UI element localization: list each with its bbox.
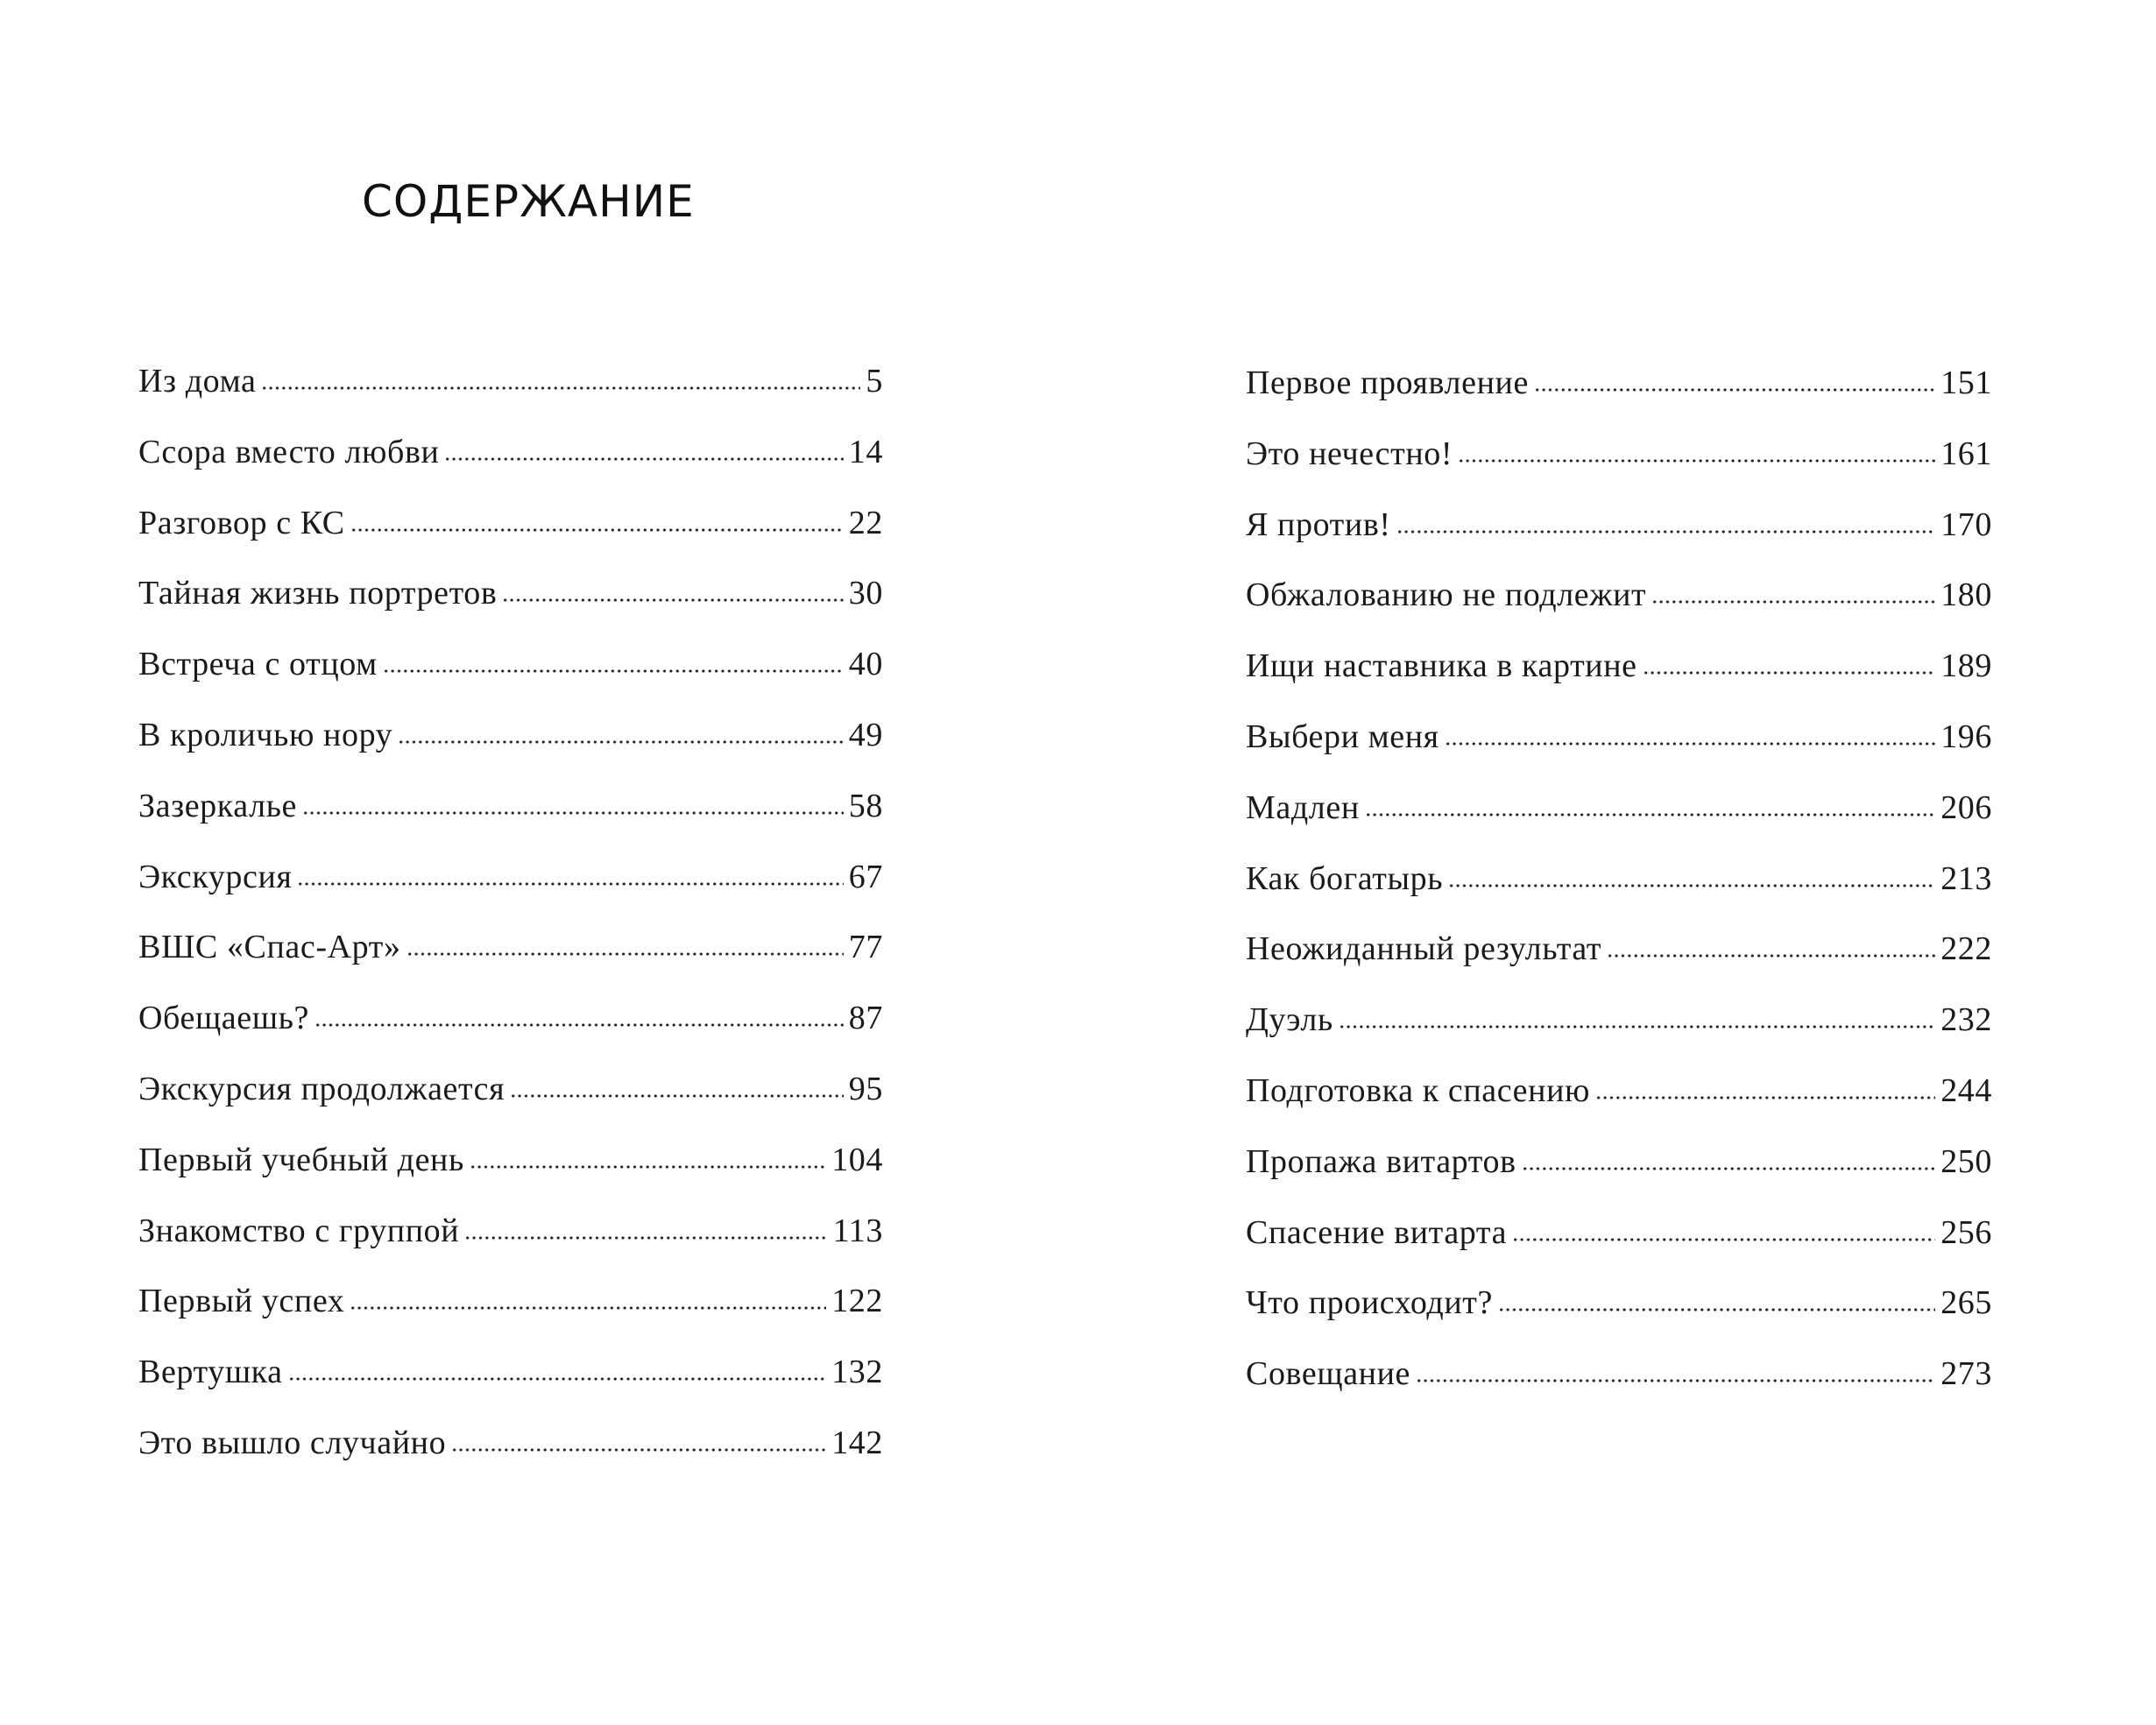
entry-title: Из дома: [138, 363, 257, 399]
toc-entry: [1246, 1064, 1992, 1135]
toc-entry: [1246, 1206, 1992, 1277]
dot-leader: [1339, 1024, 1935, 1029]
entry-page-number: 95: [848, 1070, 883, 1107]
entry-page-number: 77: [848, 929, 883, 966]
dot-leader: [1448, 883, 1935, 888]
entry-title: Мадлен: [1246, 788, 1360, 826]
entry-title: Пропажа витартов: [1246, 1142, 1516, 1180]
entry-title: Разговор с КС: [138, 504, 345, 541]
toc-entry: [1246, 498, 1992, 569]
toc-entry: [138, 851, 883, 922]
entry-page-number: 104: [831, 1141, 883, 1178]
dot-leader: [302, 810, 844, 816]
dot-leader: [1396, 529, 1936, 534]
entry-title: Подготовка к спасению: [1246, 1071, 1591, 1109]
toc-entry: [1246, 923, 1992, 993]
toc-entry: [138, 426, 883, 497]
toc-entry: [1246, 1347, 1992, 1418]
dot-leader: [1498, 1307, 1935, 1312]
toc-entry: [1246, 781, 1992, 852]
entry-page-number: 161: [1940, 435, 1992, 472]
dot-leader: [451, 1447, 826, 1453]
toc-column-right: [1246, 357, 1992, 1418]
entry-title: Обещаешь?: [138, 1000, 309, 1037]
toc-entry: [138, 992, 883, 1063]
entry-title: Зазеркалье: [138, 787, 298, 824]
entry-page-number: 189: [1940, 647, 1992, 685]
toc-entry: [1246, 428, 1992, 498]
toc-entry: [138, 1275, 883, 1346]
toc-entry: [138, 709, 883, 780]
toc-entry: [1246, 640, 1992, 711]
entry-page-number: 273: [1940, 1355, 1992, 1393]
entry-title: Это нечестно!: [1246, 435, 1453, 472]
toc-entry: [138, 638, 883, 709]
entry-page-number: 250: [1940, 1142, 1992, 1180]
page-title: СОДЕРЖАНИЕ: [362, 176, 695, 227]
entry-page-number: 196: [1940, 718, 1992, 755]
entry-page-number: 40: [848, 646, 883, 683]
dot-leader: [1651, 599, 1935, 604]
entry-page-number: 256: [1940, 1213, 1992, 1251]
toc-entry: [1246, 1135, 1992, 1206]
entry-page-number: 122: [831, 1283, 883, 1320]
dot-leader: [1416, 1378, 1935, 1383]
entry-page-number: 213: [1940, 859, 1992, 897]
entry-page-number: 142: [831, 1424, 883, 1461]
entry-page-number: 232: [1940, 1001, 1992, 1039]
entry-page-number: 87: [848, 1000, 883, 1037]
entry-page-number: 132: [831, 1354, 883, 1391]
entry-page-number: 265: [1940, 1284, 1992, 1322]
toc-entry: [1246, 357, 1992, 428]
dot-leader: [1595, 1095, 1935, 1100]
entry-page-number: 30: [848, 575, 883, 612]
entry-title: Спасение витарта: [1246, 1213, 1508, 1251]
dot-leader: [1522, 1166, 1936, 1171]
dot-leader: [288, 1376, 827, 1382]
entry-title: Вертушка: [138, 1354, 283, 1391]
entry-title: Встреча с отцом: [138, 646, 378, 683]
entry-page-number: 206: [1940, 788, 1992, 826]
dot-leader: [398, 739, 844, 745]
dot-leader: [1458, 458, 1935, 463]
toc-entry: [138, 1063, 883, 1134]
dot-leader: [1512, 1237, 1935, 1242]
entry-page-number: 22: [848, 504, 883, 541]
toc-entry: [138, 355, 883, 426]
entry-title: В кроличью нору: [138, 716, 393, 753]
dot-leader: [464, 1235, 827, 1241]
entry-page-number: 14: [848, 433, 883, 470]
entry-title: Ссора вместо любви: [138, 433, 440, 470]
toc-entry: [1246, 711, 1992, 781]
entry-title: Первый учебный день: [138, 1141, 464, 1178]
entry-page-number: 113: [832, 1212, 883, 1249]
entry-title: Неожиданный результат: [1246, 930, 1602, 968]
dot-leader: [350, 1305, 826, 1311]
toc-entry: [138, 780, 883, 851]
entry-page-number: 49: [848, 716, 883, 753]
toc-entry: [138, 497, 883, 568]
dot-leader: [502, 597, 843, 603]
toc-entry: [138, 1205, 883, 1276]
toc-entry: [138, 1346, 883, 1417]
entry-page-number: 58: [848, 787, 883, 824]
toc-entry: [138, 1134, 883, 1205]
dot-leader: [1445, 741, 1935, 746]
entry-title: Что происходит?: [1246, 1284, 1493, 1322]
entry-title: Экскурсия продолжается: [138, 1070, 505, 1107]
entry-title: Как богатырь: [1246, 859, 1444, 897]
toc-entry: [1246, 1276, 1992, 1347]
toc-column-left: [138, 355, 883, 1488]
entry-title: Выбери меня: [1246, 718, 1439, 755]
dot-leader: [470, 1164, 826, 1170]
toc-entry: [1246, 569, 1992, 640]
entry-title: Знакомство с группой: [138, 1212, 460, 1249]
dot-leader: [1643, 670, 1936, 675]
dot-leader: [1607, 953, 1935, 958]
entry-title: Совещание: [1246, 1355, 1410, 1393]
entry-page-number: 244: [1940, 1071, 1992, 1109]
dot-leader: [510, 1093, 844, 1099]
entry-title: Дуэль: [1246, 1001, 1333, 1039]
dot-leader: [1534, 387, 1935, 392]
toc-entry: [138, 921, 883, 992]
entry-title: Тайная жизнь портретов: [138, 575, 498, 612]
entry-title: Ищи наставника в картине: [1246, 647, 1637, 685]
entry-title: ВШС «Спас-Арт»: [138, 929, 401, 966]
entry-title: Я против!: [1246, 505, 1391, 543]
toc-entry: [1246, 852, 1992, 923]
entry-page-number: 151: [1940, 364, 1992, 401]
entry-title: Первый успех: [138, 1283, 345, 1320]
dot-leader: [315, 1022, 844, 1028]
entry-title: Первое проявление: [1246, 364, 1529, 401]
dot-leader: [1365, 812, 1935, 817]
dot-leader: [406, 951, 844, 957]
toc-entry: [1246, 993, 1992, 1064]
dot-leader: [383, 668, 844, 674]
dot-leader: [350, 527, 844, 533]
dot-leader: [297, 881, 843, 887]
entry-title: Экскурсия: [138, 858, 293, 895]
dot-leader: [261, 385, 860, 391]
entry-page-number: 180: [1940, 576, 1992, 614]
entry-title: Это вышло случайно: [138, 1424, 447, 1461]
toc-entry: [138, 567, 883, 638]
entry-page-number: 170: [1940, 505, 1992, 543]
entry-page-number: 222: [1940, 930, 1992, 968]
entry-page-number: 5: [866, 363, 883, 399]
entry-title: Обжалованию не подлежит: [1246, 576, 1647, 614]
dot-leader: [444, 456, 843, 462]
toc-entry: [138, 1417, 883, 1488]
entry-page-number: 67: [848, 858, 883, 895]
